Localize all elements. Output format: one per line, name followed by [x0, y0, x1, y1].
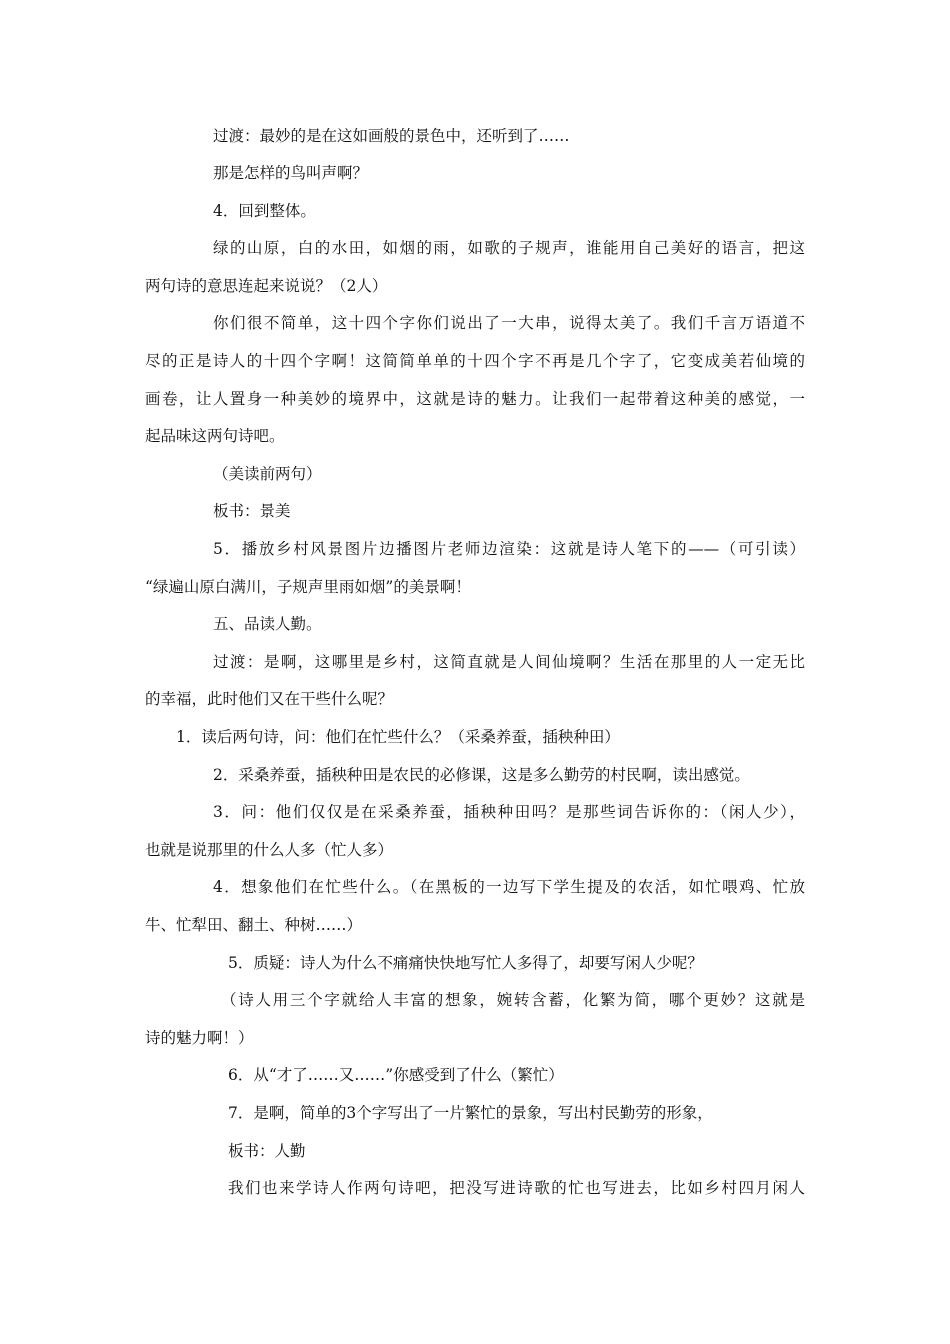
text-line: 4．想象他们在忙些什么。（在黑板的一边写下学生提及的农活，如忙喂鸡、忙放 [213, 878, 805, 896]
text-line: 绿的山原，白的水田，如烟的雨，如歌的子规声，谁能用自己美好的语言，把这 [213, 239, 805, 257]
text-line: 诗的魅力啊！） [145, 1029, 254, 1047]
text-line: 你们很不简单，这十四个字你们说出了一大串，说得太美了。我们千言万语道不 [213, 314, 805, 332]
text-line: 2．采桑养蚕，插秧种田是农民的必修课，这是多么勤劳的村民啊，读出感觉。 [213, 766, 750, 784]
text-line: 过渡：是啊，这哪里是乡村，这简直就是人间仙境啊？生活在那里的人一定无比 [213, 653, 805, 671]
text-line: 3．问：他们仅仅是在采桑养蚕，插秧种田吗？是那些词告诉你的：（闲人少）， [213, 803, 805, 821]
text-line: 画卷，让人置身一种美妙的境界中，这就是诗的魅力。让我们一起带着这种美的感觉，一 [145, 390, 805, 408]
text-line: 板书：人勤 [228, 1142, 306, 1160]
text-line: 5．播放乡村风景图片边播图片老师边渲染：这就是诗人笔下的——（可引读） [213, 540, 805, 558]
text-line: 7．是啊，简单的3个字写出了一片繁忙的景象，写出村民勤劳的形象， [228, 1104, 713, 1122]
text-line: 两句诗的意思连起来说说？（2人） [145, 277, 388, 295]
text-line: 板书：景美 [213, 502, 291, 520]
text-line: 的幸福，此时他们又在干些什么呢？ [145, 690, 394, 708]
text-line: 我们也来学诗人作两句诗吧，把没写进诗歌的忙也写进去，比如乡村四月闲人 [228, 1179, 805, 1197]
text-line: 尽的正是诗人的十四个字啊！这简简单单的十四个字不再是几个字了，它变成美若仙境的 [145, 352, 805, 370]
text-line: （诗人用三个字就给人丰富的想象，婉转含蓄，化繁为简，哪个更妙？这就是 [221, 991, 805, 1009]
text-line: 牛、忙犁田、翻土、种树……） [145, 916, 363, 934]
text-line: 1．读后两句诗，问：他们在忙些什么？（采桑养蚕，插秧种田） [176, 728, 620, 746]
text-line: 5．质疑：诗人为什么不痛痛快快地写忙人多得了，却要写闲人少呢？ [228, 954, 703, 972]
text-line: 那是怎样的鸟叫声啊？ [213, 164, 369, 182]
text-line: 起品味这两句诗吧。 [145, 427, 285, 445]
text-line: 过渡：最妙的是在这如画般的景色中，还听到了…… [213, 127, 570, 145]
text-line: 4．回到整体。 [213, 202, 316, 220]
text-line: 五、品读人勤。 [213, 615, 322, 633]
text-line: （美读前两句） [213, 465, 322, 483]
text-line: 也就是说那里的什么人多（忙人多） [145, 841, 394, 859]
text-line: “绿遍山原白满川，子规声里雨如烟”的美景啊！ [145, 578, 471, 596]
text-line: 6．从“才了……又……”你感受到了什么（繁忙） [228, 1066, 564, 1084]
